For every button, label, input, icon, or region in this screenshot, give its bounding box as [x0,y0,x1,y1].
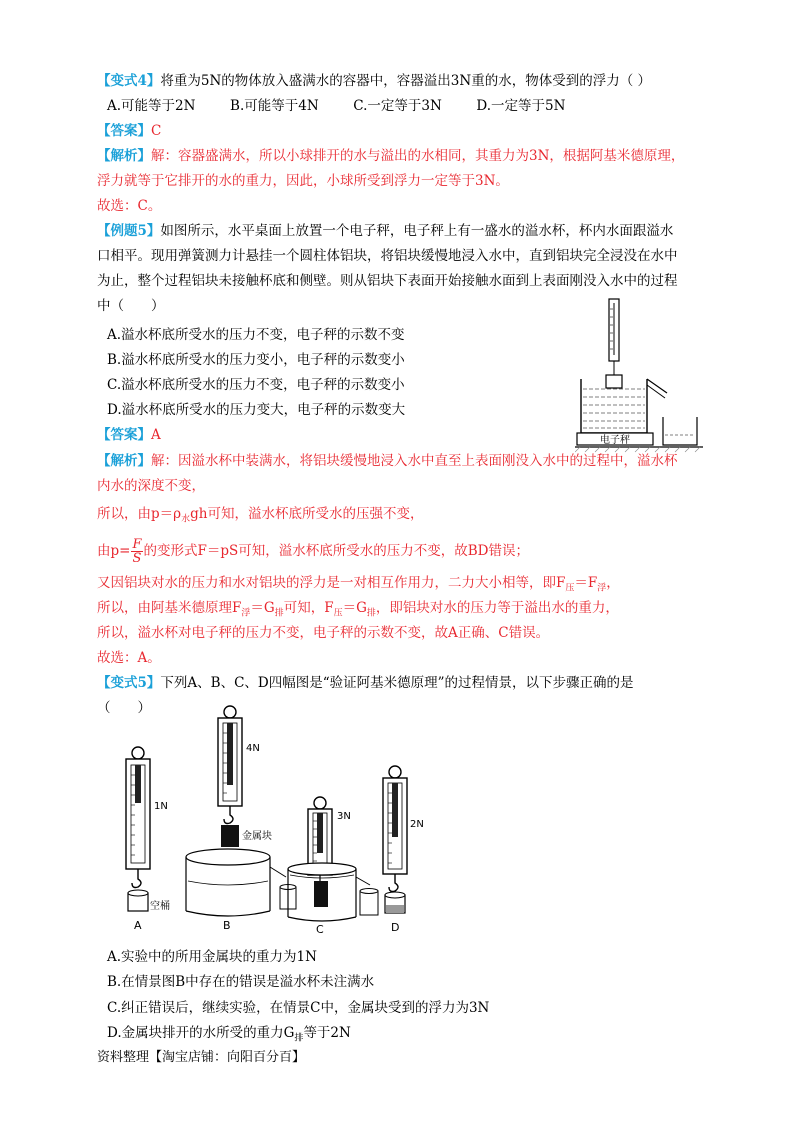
v5-b-reading: 4N [246,743,260,754]
v4-answer [97,121,161,141]
v4-conclusion: 故选：C。 [97,198,162,214]
v4-analysis-line1 [97,146,684,166]
v5-opt-d-sub: 排 [294,1033,304,1044]
v4-analysis-text1: 解：容器盛满水，所以小球排开的水与溢出的水相同，其重力为3N，根据阿基米德原理， [151,148,685,164]
e5-analysis-line2: 内水的深度不变， [97,478,205,494]
v5-option-a: A.实验中的所用金属块的重力为1N [107,949,317,965]
v5-figure [110,705,440,940]
e5-analysis-line3 [97,504,423,530]
e5-option-d: D.溢水杯底所受水的压力变大，电子秤的示数变大 [107,402,406,418]
e5-a6-m2: 可知，F [283,600,334,616]
v5-question-line1 [97,673,634,693]
v4-analysis-tag: 【解析】 [97,148,151,164]
v5-opt-d-post: 等于2N [303,1025,351,1041]
e5-a4-pre: 由p= [97,543,131,559]
v5-tag: 【变式5】 [97,675,161,691]
e5-a6-post: ，即铝块对水的压力等于溢出水的重力， [375,600,619,616]
e5-a6-sub3: 压 [333,608,343,619]
v5-metal-label: 金属块 [242,831,272,842]
e5-option-a: A.溢水杯底所受水的压力不变，电子秤的示数不变 [107,327,405,343]
e5-a6-pre: 所以，由阿基米德原理F [97,600,242,616]
v4-question-line [97,71,651,91]
e5-a6-sub4: 排 [366,608,376,619]
v5-scene-c [288,797,378,936]
v5-label-b: B [223,919,231,932]
e5-analysis-line6 [97,598,619,624]
v5-label-d: D [391,921,400,934]
v4-answer-value: C [151,123,162,139]
e5-a6-sub2: 排 [274,608,284,619]
v4-analysis-line2: 浮力就等于它排开的水的重力，因此，小球所受到浮力一定等于3N。 [97,173,509,189]
e5-a6-sub1: 浮 [241,608,251,619]
e5-analysis-text1: 解：因溢水杯中装满水，将铝块缓慢地浸入水中直至上表面刚没入水中的过程中，溢水杯 [151,453,678,469]
e5-scale-label: 电子秤 [600,435,630,446]
e5-analysis-tag: 【解析】 [97,453,151,469]
e5-a4-post: 的变形式F＝pS可知，溢水杯底所受水的压力不变，故BD错误； [143,543,530,559]
e5-a3-post: gh可知，溢水杯底所受水的压强不变， [190,506,424,522]
e5-answer-tag: 【答案】 [97,427,151,443]
e5-a5-sub1: 压 [565,583,575,594]
footer: 资料整理【淘宝店铺：向阳百分百】 [97,1050,306,1065]
e5-analysis-line1 [97,451,678,471]
v4-answer-tag: 【答案】 [97,123,151,139]
v4-question: 将重为5N的物体放入盛满水的容器中，容器溢出3N重的水，物体受到的浮力（ ） [160,73,651,89]
v5-option-b: B.在情景图B中存在的错误是溢水杯未注满水 [107,974,375,990]
e5-option-b: B.溢水杯底所受水的压力变小，电子秤的示数变小 [107,352,405,368]
e5-conclusion: 故选：A。 [97,650,161,666]
e5-answer-value: A [151,427,161,443]
e5-frac-num: F [132,537,142,552]
v4-tag: 【变式4】 [97,73,161,89]
e5-answer [97,425,161,445]
e5-a3-sub: 水 [181,514,191,525]
v5-b-cup [186,849,270,865]
e5-frac-den: S [132,551,142,566]
e5-question-line1 [97,221,673,241]
e5-a6-m3: ＝G [342,600,367,616]
v5-empty-label: 空桶 [150,901,170,912]
e5-question-line4: 中（ ） [97,298,165,314]
e5-water [583,389,645,428]
v5-scene-a [126,747,170,932]
e5-a5-post: ， [606,575,620,591]
v5-q1: 下列A、B、C、D四幅图是“验证阿基米德原理”的过程情景，以下步骤正确的是 [160,675,634,691]
v5-d-reading: 2N [410,819,424,830]
v4-option-d: D.一定等于5N [476,98,566,114]
e5-a6-m1: ＝G [250,600,275,616]
v4-option-a: A.可能等于2N [107,98,196,114]
v5-metal-block [221,825,239,847]
v5-c-cup [288,863,356,875]
e5-option-c: C.溢水杯底所受水的压力不变，电子秤的示数变小 [107,377,405,393]
v5-c-reading: 3N [337,811,351,822]
v5-label-a: A [134,919,142,932]
v5-opt-d-pre: D.金属块排开的水所受的重力G [107,1025,295,1041]
e5-a3-pre: 所以，由p＝ρ [97,506,182,522]
v4-option-c: C.一定等于3N [353,98,442,114]
e5-figure [575,295,705,455]
e5-a5-pre: 又因铝块对水的压力和水对铝块的浮力是一对相互作用力，二力大小相等，即F [97,575,566,591]
v4-options [107,96,565,116]
e5-analysis-line4 [97,538,529,565]
e5-tag: 【例题5】 [97,223,161,239]
v5-label-c: C [316,923,324,936]
e5-analysis-line5 [97,573,620,599]
e5-a5-sub2: 浮 [597,583,607,594]
v4-option-b: B.可能等于4N [230,98,319,114]
e5-question-line2: 口相平。现用弹簧测力计悬挂一个圆柱体铝块，将铝块缓慢地浸入水中，直到铝块完全浸没在水中 [97,248,678,264]
v5-scene-d [383,766,424,934]
v5-option-d [107,1023,351,1049]
e5-analysis-line7: 所以，溢水杯对电子秤的压力不变，电子秤的示数不变，故A正确、C错误。 [97,625,550,641]
v5-a-reading: 1N [154,801,168,812]
e5-question-line3: 为止，整个过程铝块未接触杯底和侧壁。则从铝块下表面开始接触水面到上表面刚没入水中的过程 [97,273,678,289]
e5-fraction [131,538,142,565]
v5-scene-b [186,706,296,932]
e5-a5-mid: ＝F [574,575,598,591]
e5-q1: 如图所示，水平桌面上放置一个电子秤，电子秤上有一盛水的溢水杯，杯内水面跟溢水 [160,223,674,239]
e5-beaker [663,417,697,445]
v5-question-line2: （ ） [97,700,151,716]
e5-aluminum-block [606,375,622,388]
v5-option-c: C.纠正错误后，继续实验，在情景C中，金属块受到的浮力为3N [107,1000,490,1016]
v5-c-metal-block [314,881,328,907]
